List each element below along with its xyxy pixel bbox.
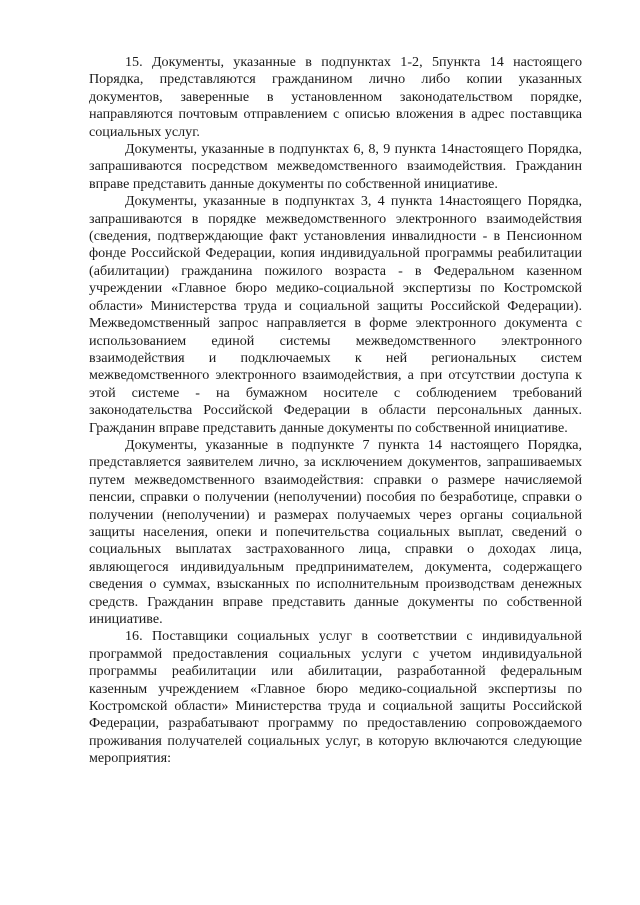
- paragraph-electronic-interaction: Документы, указанные в подпунктах 3, 4 пункта 14настоящего Порядка, запрашиваются в порядке межведомственного электронного взаимодействия (сведения, подтверждающие факт установления инвалидности - в Пенсионном фонде Российской Федерации, копия индивидуальной программы реабилитации (абилитации) гражданина пожилого возраста - в Федеральном казенном учреждении «Главное бюро медико-социальной экспертизы по Костромской области» Министерства труда и социальной защиты Российской Федерации). Межведомственный запрос направляется в форме электронного документа с использованием единой системы межведомственного электронного взаимодействия и подключаемых к ней региональных систем межведомственного электронного взаимодействия, а при отсутствии доступа к этой системе - на бумажном носителе с соблюдением требований законодательства Российской Федерации в области персональных данных. Гражданин вправе представить данные документы по собственной инициативе.: [89, 193, 582, 436]
- document-page: [89, 54, 582, 768]
- paragraph-item-16-providers: 16. Поставщики социальных услуг в соответствии с индивидуальной программой предоставления социальных услуги с учетом индивидуальной программы реабилитации или абилитации, разработанной федеральным казенным учреждением «Главное бюро медико-социальной экспертизы по Костромской области» Министерства труда и социальной защиты Российской Федерации, разрабатывают программу по предоставлению сопровождаемого проживания получателей социальных услуг, в которую включаются следующие мероприятия:: [89, 628, 582, 767]
- paragraph-item-15-submission: 15. Документы, указанные в подпунктах 1-2, 5пункта 14 настоящего Порядка, представляются гражданином лично либо копии указанных документов, заверенные в установленном законодательством порядке, направляются почтовым отправлением с описью вложения в адрес поставщика социальных услуг.: [89, 54, 582, 140]
- paragraph-interagency-requests: Документы, указанные в подпунктах 6, 8, 9 пункта 14настоящего Порядка, запрашиваются посредством межведомственного взаимодействия. Гражданин вправе представить данные документы по собственной инициативе.: [89, 141, 582, 192]
- paragraph-subitem-7-documents: Документы, указанные в подпункте 7 пункта 14 настоящего Порядка, представляется заявителем лично, за исключением документов, запрашиваемых путем межведомственного взаимодействия: справки о размере начисляемой пенсии, справки о получении (неполучении) пособия по безработице, справки о получении (неполучении) и размерах получаемых через органы социальной защиты населения, опеки и попечительства социальных выплат, сведений о социальных выплатах застрахованного лица, справки о доходах лица, являющегося индивидуальным предпринимателем, документа, содержащего сведения о суммах, взысканных по исполнительным производствам денежных средств. Гражданин вправе представить данные документы по собственной инициативе.: [89, 436, 582, 627]
